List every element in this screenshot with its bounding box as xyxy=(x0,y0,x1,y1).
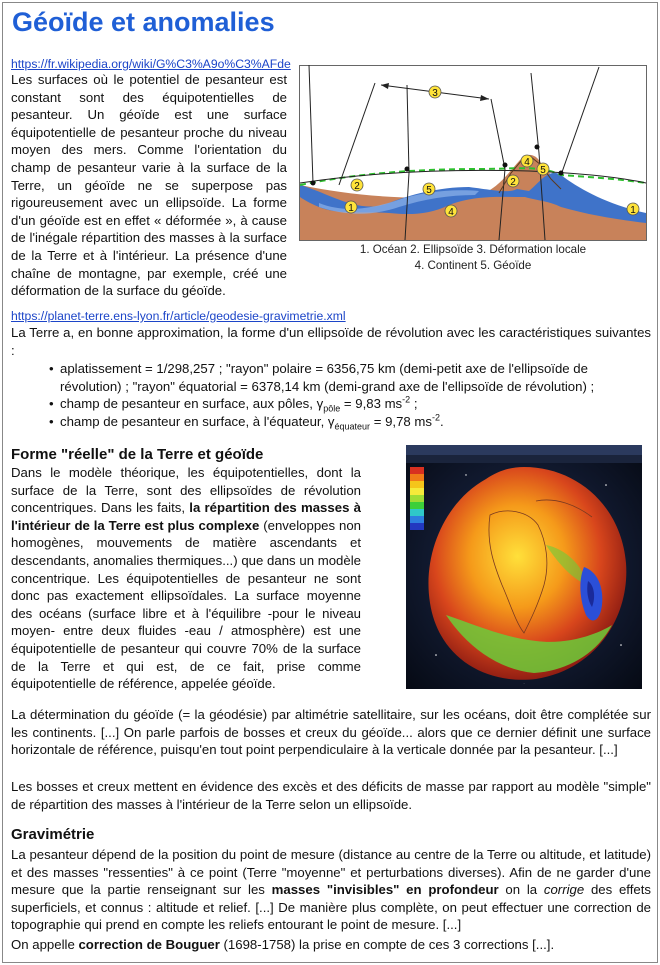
svg-text:5: 5 xyxy=(426,185,432,196)
geoid-globe-svg xyxy=(406,445,642,689)
geoid-diagram-svg xyxy=(299,65,647,241)
list-item: • champ de pesanteur en surface, à l'équateur, $\gamma_{équateur} = 9,78$ $ms^{-2}$. xyxy=(49,413,649,431)
bouguer-paragraph: On appelle correction de Bouguer (1698-1758) la prise en compte de ces 3 corrections [...]. xyxy=(11,937,555,952)
svg-text:2: 2 xyxy=(354,181,360,192)
svg-text:2: 2 xyxy=(510,177,516,188)
caption-line-2: 4. Continent 5. Géoïde xyxy=(414,259,532,272)
section-heading-real-shape: Forme "réelle" de la Terre et géoïde xyxy=(11,446,264,463)
page xyxy=(2,2,658,963)
svg-text:4: 4 xyxy=(448,207,454,218)
geoid-diagram xyxy=(299,65,647,241)
caption-line-1: 1. Océan 2. Ellipsoïde 3. Déformation locale xyxy=(359,243,587,256)
list-item: • champ de pesanteur en surface, aux pôles, $\gamma_{pôle} = 9,83$ $ms^{-2}$ ; xyxy=(49,395,649,413)
list-item: • aplatissement = 1/298,257 ; "rayon" polaire = 6356,75 km (demi-petit axe de l'ellipsoïde de révolution) ; "rayon" équatorial = 6378,14 km (demi-grand axe de l'ellipsoïde de révolution) ; xyxy=(49,360,649,395)
svg-text:1: 1 xyxy=(630,205,636,216)
diagram-caption xyxy=(299,242,647,274)
bumps-paragraph: Les bosses et creux mettent en évidence des excès et des déficits de masse par rapport au modèle "simple" de répartition des masses à l'intérieur de la Terre selon un ellipsoïde. xyxy=(11,779,651,812)
real-shape-paragraph: Dans le modèle théorique, les équipotentielles, dont la surface de la Terre, sont des ellipsoïdes de révolution concentriques. Dans les faits, la répartition des masses à l'intérieur de la Terre est plus complexe (enveloppes non homogènes, mouvements de matière ascendants et descendants, anomalies thermiques...) que dans un modèle concentrique. Les équipotentielles de pesanteur ne sont donc pas exactement ellipsoïdales. La surface moyenne des océans (surface libre et à l'équilibre -pour le niveau moyen- entre deux fluides -eau / atmosphère) est une équipotentielle de pesanteur qui couvre 70% de la surface de la Terre et qui est, de ce fait, prise comme équipotentielle de référence, appelée géoïde. xyxy=(11,465,361,692)
svg-text:4: 4 xyxy=(524,157,530,168)
ellipsoid-characteristics-list xyxy=(49,360,649,430)
geodesy-paragraph: La détermination du géoïde (= la géodésie) par altimétrie satellitaire, sur les océans, doit être complétée sur les continents. [...] On parle parfois de bosses et creux du géoïde... alors que ce dernier définit une surface horizontale de référence, puisqu'en tout point perpendiculaire à la verticale donnée par la pesanteur. [...] xyxy=(11,707,651,758)
ellipsoid-intro: La Terre a, en bonne approximation, la forme d'un ellipsoïde de révolution avec les caractéristiques suivantes : xyxy=(11,325,651,358)
section-heading-gravimetry: Gravimétrie xyxy=(11,826,95,843)
svg-text:1: 1 xyxy=(348,203,354,214)
page-title: Géoïde et anomalies xyxy=(12,7,275,37)
planet-terre-link[interactable]: https://planet-terre.ens-lyon.fr/article/geodesie-gravimetrie.xml xyxy=(11,309,346,323)
svg-text:·: · xyxy=(523,681,525,686)
svg-text:5: 5 xyxy=(540,165,546,176)
geoid-globe-image xyxy=(406,445,642,689)
gravimetry-paragraph: La pesanteur dépend de la position du point de mesure (distance au centre de la Terre ou altitude, et latitude) et des masses "ressenties" à ce point (Terre "moyenne" et perturbations diverses). Afin de ne garder d'une mesure que la partie renseignant sur les masses "invisibles" en profondeur on la corrige des effets superficiels, et connus : altitude et relief. [...] De manière plus complète, on peut effectuer une correction de topographie qui prend en compte les reliefs entourant le point de mesure. [...] xyxy=(11,847,651,933)
geoid-definition-text: Les surfaces où le potentiel de pesanteur est constant sont des équipotentielles de pesanteur. Un géoïde est une surface équipotentielle de pesanteur proche du niveau moyen des mers. Comme l'orientation du champ de pesanteur varie à la surface de la Terre, un géoïde ne se superpose pas rigoureusement avec un ellipsoïde. La forme d'un géoïde est en effet « déformée », à cause de l'inégale répartition des masses à la surface de la Terre et à l'intérieur. La présence d'une chaîne de montagne, par exemple, créé une déformation de la surface du géoïde. xyxy=(11,72,287,299)
globe-legend xyxy=(410,467,424,530)
svg-text:3: 3 xyxy=(432,88,438,99)
wikipedia-link[interactable]: https://fr.wikipedia.org/wiki/G%C3%A9o%C3%AFde xyxy=(11,57,291,71)
